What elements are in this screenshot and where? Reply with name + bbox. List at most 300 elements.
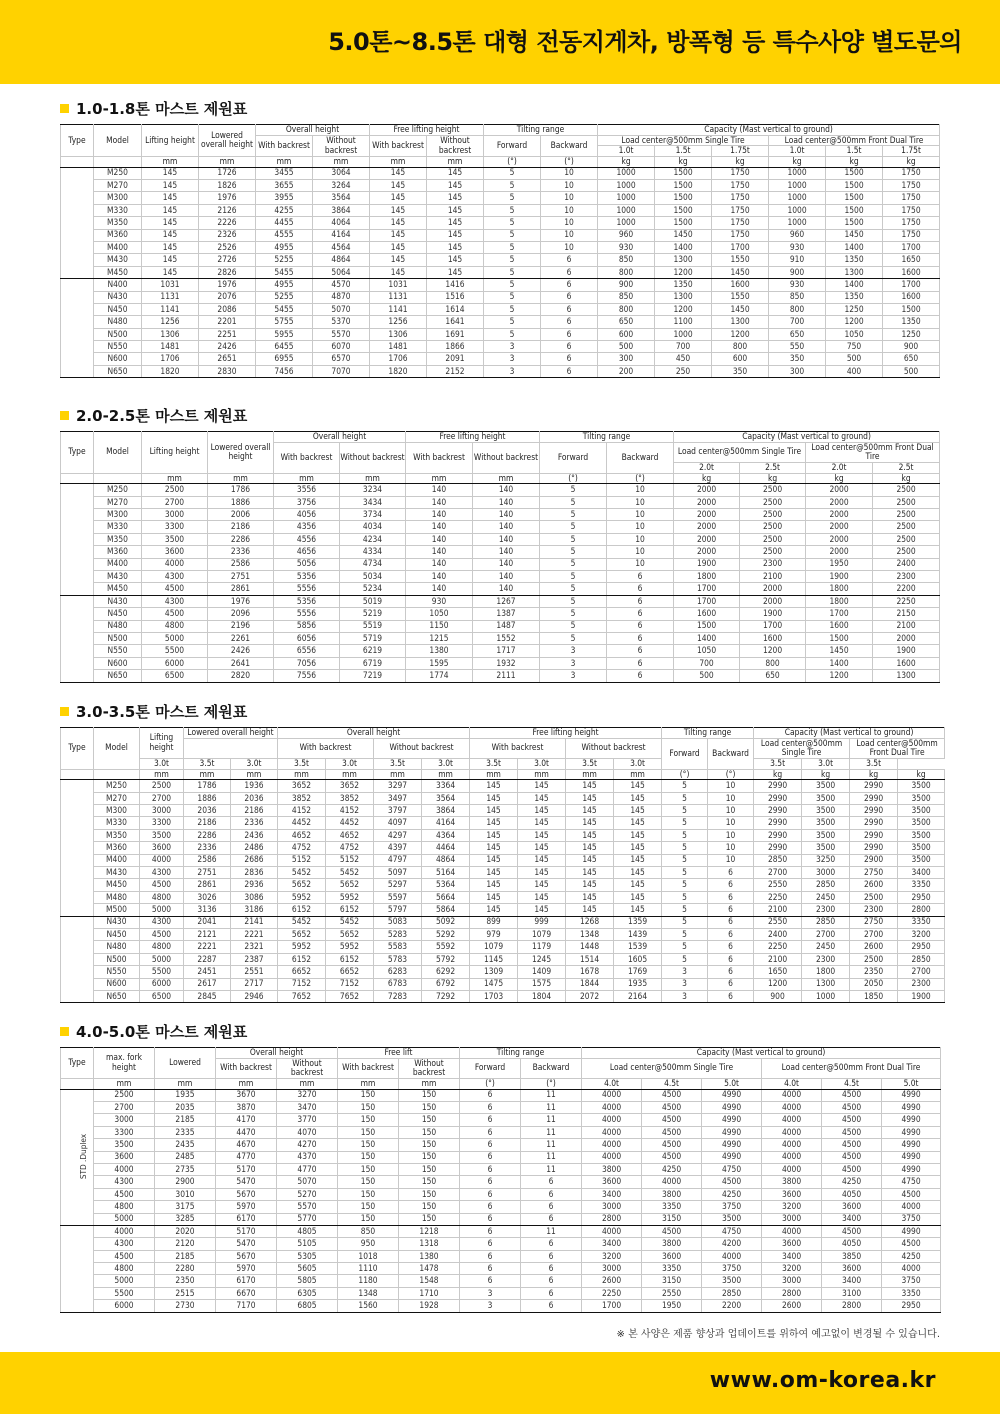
- table-cell: 1000: [769, 167, 826, 179]
- header-cell: mm: [427, 156, 484, 167]
- table-cell: 140: [473, 558, 540, 570]
- table-cell: 1700: [674, 583, 740, 595]
- table-row: [61, 254, 940, 266]
- table-cell: 6652: [326, 966, 374, 978]
- table-cell: 4470: [216, 1126, 277, 1138]
- table-cell: 1500: [655, 167, 712, 179]
- header-cell: mm: [566, 769, 614, 780]
- table-cell: 700: [655, 341, 712, 353]
- table-cell: N600: [94, 353, 142, 365]
- section-title-1: [60, 98, 247, 119]
- header-cell: mm: [473, 473, 540, 484]
- table-cell: 6: [460, 1139, 521, 1151]
- table-cell: 1481: [370, 341, 427, 353]
- table-cell: 1600: [674, 608, 740, 620]
- table-cell: 6170: [216, 1213, 277, 1225]
- table-cell: 6: [708, 928, 754, 940]
- table-cell: 2387: [231, 953, 278, 965]
- table-cell: 10: [708, 805, 754, 817]
- table-cell: 6652: [278, 966, 326, 978]
- table-cell: 4500: [822, 1151, 882, 1163]
- table-cell: 1595: [406, 657, 473, 669]
- table-cell: 2651: [199, 353, 256, 365]
- table-row: [61, 916, 945, 928]
- table-cell: 2717: [231, 978, 278, 990]
- table-cell: 2000: [806, 509, 873, 521]
- table-cell: 3200: [898, 928, 945, 940]
- table-cell: 4300: [140, 916, 184, 928]
- table-cell: 1886: [184, 792, 231, 804]
- table-row: [61, 204, 940, 216]
- table-cell: 145: [370, 266, 427, 278]
- table-cell: 2850: [754, 854, 802, 866]
- header-cell: Without backrest: [399, 1058, 460, 1078]
- table-cell: 300: [769, 365, 826, 377]
- capacity-header-cell: 2.0t: [674, 462, 740, 473]
- table-cell: 4000: [582, 1114, 642, 1126]
- table-cell: 200: [598, 365, 655, 377]
- capacity-header-cell: 3.5t: [374, 758, 422, 769]
- table-cell: 4397: [374, 842, 422, 854]
- table-cell: 4770: [277, 1163, 338, 1175]
- header-cell: Forward: [662, 738, 708, 769]
- table-cell: 6719: [340, 657, 406, 669]
- table-cell: 145: [566, 792, 614, 804]
- table-cell: 6070: [313, 341, 370, 353]
- table-cell: 1359: [614, 916, 662, 928]
- table-cell: 1750: [712, 192, 769, 204]
- table-cell: 2326: [199, 229, 256, 241]
- table-cell: 2426: [208, 645, 274, 657]
- table-cell: 5755: [256, 316, 313, 328]
- table-cell: N600: [94, 978, 140, 990]
- table-cell: 1786: [208, 484, 274, 496]
- table-cell: 1380: [399, 1250, 460, 1262]
- table-cell: 1600: [883, 291, 940, 303]
- table-cell: 145: [566, 842, 614, 854]
- table-row: [61, 670, 940, 682]
- table-cell: 2990: [850, 829, 898, 841]
- header-cell: Load center@500mm Front Dual Tire: [806, 442, 940, 462]
- table-cell: 3770: [277, 1114, 338, 1126]
- table-cell: 2006: [208, 509, 274, 521]
- table-cell: N430: [94, 595, 142, 607]
- table-cell: 6152: [326, 953, 374, 965]
- mast-type-label: STD .Duplex: [61, 1089, 94, 1225]
- table-cell: 150: [338, 1151, 399, 1163]
- table-row: [61, 1126, 941, 1138]
- table-cell: 2300: [850, 904, 898, 916]
- table-cell: M360: [94, 546, 142, 558]
- table-cell: 145: [427, 180, 484, 192]
- table-cell: 3297: [374, 780, 422, 792]
- table-cell: 2600: [762, 1300, 822, 1312]
- table-cell: 4500: [642, 1151, 702, 1163]
- mast-type-label: [61, 916, 94, 1003]
- table-cell: 3: [460, 1287, 521, 1299]
- table-cell: 2950: [898, 891, 945, 903]
- table-cell: 960: [598, 229, 655, 241]
- mast-type-label: [61, 167, 94, 279]
- table-cell: 6: [708, 904, 754, 916]
- table-cell: 7170: [216, 1300, 277, 1312]
- table-row: [61, 1102, 941, 1114]
- table-cell: 145: [518, 904, 566, 916]
- table-cell: 3000: [762, 1213, 822, 1225]
- table-cell: 1935: [614, 978, 662, 990]
- table-cell: 4990: [882, 1225, 941, 1237]
- table-cell: N450: [94, 608, 142, 620]
- table-cell: 7652: [326, 990, 374, 1002]
- table-cell: 4990: [882, 1139, 941, 1151]
- table-cell: 4864: [422, 854, 470, 866]
- table-cell: 2186: [231, 805, 278, 817]
- table-cell: 145: [142, 229, 199, 241]
- table-cell: 3500: [898, 805, 945, 817]
- table-cell: 2500: [740, 521, 806, 533]
- table-row: [61, 595, 940, 607]
- table-cell: 6170: [216, 1275, 277, 1287]
- table-cell: 4500: [702, 1176, 762, 1188]
- table-cell: 3100: [822, 1287, 882, 1299]
- table-cell: 3500: [94, 1139, 155, 1151]
- table-cell: 6292: [422, 966, 470, 978]
- table-cell: 4864: [313, 254, 370, 266]
- table-cell: 1300: [655, 291, 712, 303]
- table-cell: 145: [470, 867, 518, 879]
- table-cell: 5: [540, 496, 607, 508]
- table-cell: 2845: [184, 990, 231, 1002]
- table-cell: 3350: [882, 1287, 941, 1299]
- table-cell: 500: [883, 365, 940, 377]
- table-cell: 1487: [473, 620, 540, 632]
- table-cell: 1928: [399, 1300, 460, 1312]
- table-row: [61, 583, 940, 595]
- table-cell: 5: [662, 941, 708, 953]
- table-cell: 6: [460, 1176, 521, 1188]
- table-row: [61, 632, 940, 644]
- table-cell: 4500: [94, 1250, 155, 1262]
- table-cell: 3500: [802, 780, 850, 792]
- header-cell: kg: [674, 473, 740, 484]
- table-cell: 5: [484, 217, 541, 229]
- header-cell: Lifting height: [142, 432, 208, 474]
- table-cell: 145: [370, 167, 427, 179]
- table-cell: 4000: [642, 1176, 702, 1188]
- table-cell: 1500: [655, 217, 712, 229]
- table-cell: 2500: [740, 533, 806, 545]
- table-cell: 4000: [702, 1250, 762, 1262]
- table-row: [61, 558, 940, 570]
- table-cell: 10: [541, 229, 598, 241]
- table-cell: 4000: [762, 1126, 822, 1138]
- table-cell: 1500: [826, 180, 883, 192]
- table-cell: 5519: [340, 620, 406, 632]
- table-cell: N430: [94, 916, 140, 928]
- table-cell: 2436: [231, 829, 278, 841]
- table-cell: 6500: [142, 670, 208, 682]
- table-row: [61, 192, 940, 204]
- table-cell: 3500: [898, 854, 945, 866]
- table-cell: 3200: [762, 1201, 822, 1213]
- table-cell: 145: [518, 780, 566, 792]
- table-cell: N400: [94, 279, 142, 291]
- table-cell: 4752: [326, 842, 374, 854]
- table-cell: 4990: [702, 1139, 762, 1151]
- table-cell: 1886: [208, 496, 274, 508]
- table-cell: 6: [521, 1188, 582, 1200]
- header-cell: kg: [873, 473, 940, 484]
- table-cell: 2000: [674, 521, 740, 533]
- table-cell: 1706: [142, 353, 199, 365]
- table-cell: 4300: [142, 571, 208, 583]
- table-row: [61, 941, 945, 953]
- table-cell: 1650: [754, 966, 802, 978]
- header-cell: kg: [802, 769, 850, 780]
- table-cell: 6: [708, 879, 754, 891]
- table-cell: 3750: [882, 1213, 941, 1225]
- table-cell: 4800: [140, 941, 184, 953]
- capacity-header-cell: 3.0t: [802, 758, 850, 769]
- table-cell: 6: [541, 291, 598, 303]
- table-cell: 5305: [277, 1250, 338, 1262]
- table-cell: 1131: [142, 291, 199, 303]
- table-cell: M430: [94, 254, 142, 266]
- table-cell: 10: [708, 780, 754, 792]
- table-cell: 4990: [882, 1126, 941, 1138]
- table-cell: 4034: [340, 521, 406, 533]
- header-cell: With backrest: [470, 738, 566, 758]
- table-cell: 4797: [374, 854, 422, 866]
- table-cell: 2050: [850, 978, 898, 990]
- table-cell: 5: [484, 204, 541, 216]
- table-cell: 145: [427, 266, 484, 278]
- table-cell: 4297: [374, 829, 422, 841]
- table-cell: 3250: [802, 854, 850, 866]
- spec-table-1: [60, 124, 940, 378]
- table-cell: 3434: [340, 496, 406, 508]
- table-cell: 4250: [702, 1188, 762, 1200]
- table-cell: N450: [94, 928, 140, 940]
- table-cell: 5: [484, 303, 541, 315]
- table-cell: 6: [607, 583, 674, 595]
- table-cell: 1932: [473, 657, 540, 669]
- table-cell: 6: [708, 941, 754, 953]
- table-row: [61, 966, 945, 978]
- table-cell: 1614: [427, 303, 484, 315]
- table-row: [61, 928, 945, 940]
- table-cell: 3000: [802, 867, 850, 879]
- table-cell: 1380: [406, 645, 473, 657]
- table-cell: 4870: [313, 291, 370, 303]
- table-cell: 4500: [642, 1225, 702, 1237]
- table-cell: 4990: [882, 1151, 941, 1163]
- table-cell: 2321: [231, 941, 278, 953]
- table-cell: 10: [708, 842, 754, 854]
- table-cell: 2700: [850, 928, 898, 940]
- table-cell: 1575: [518, 978, 566, 990]
- table-cell: 5: [540, 632, 607, 644]
- capacity-header-cell: 3.5t: [470, 758, 518, 769]
- table-cell: 2000: [740, 583, 806, 595]
- table-cell: 145: [518, 792, 566, 804]
- table-cell: 1826: [199, 180, 256, 192]
- table-cell: 750: [826, 341, 883, 353]
- capacity-header-cell: 5.0t: [882, 1078, 941, 1089]
- table-cell: 2990: [850, 792, 898, 804]
- table-cell: 1245: [518, 953, 566, 965]
- table-cell: 2990: [850, 842, 898, 854]
- table-cell: M400: [94, 558, 142, 570]
- table-cell: 4250: [642, 1163, 702, 1175]
- table-cell: 5597: [374, 891, 422, 903]
- table-cell: 150: [338, 1139, 399, 1151]
- table-cell: 1050: [674, 645, 740, 657]
- table-cell: 1700: [582, 1300, 642, 1312]
- header-cell: (°): [708, 769, 754, 780]
- table-cell: 5019: [340, 595, 406, 607]
- table-cell: 5592: [422, 941, 470, 953]
- capacity-header-cell: 2.5t: [740, 462, 806, 473]
- table-row: [61, 533, 940, 545]
- table-cell: 1000: [769, 180, 826, 192]
- header-cell: With backrest: [278, 738, 374, 758]
- table-row: [61, 1151, 941, 1163]
- table-cell: 2500: [142, 484, 208, 496]
- header-cell: mm: [216, 1078, 277, 1089]
- mast-type-label: [61, 484, 94, 596]
- table-cell: 1550: [712, 291, 769, 303]
- header-cell: mm: [326, 769, 374, 780]
- capacity-header-cell: 2.0t: [806, 462, 873, 473]
- table-cell: 7152: [278, 978, 326, 990]
- table-cell: 1976: [199, 192, 256, 204]
- table-cell: 1131: [370, 291, 427, 303]
- table-cell: 145: [518, 891, 566, 903]
- table-cell: 2600: [850, 941, 898, 953]
- table-cell: M330: [94, 817, 140, 829]
- table-cell: 145: [566, 780, 614, 792]
- table-cell: 4556: [274, 533, 340, 545]
- table-cell: 1350: [826, 291, 883, 303]
- table-cell: 4500: [822, 1163, 882, 1175]
- header-cell: 3.0-3.5톤 마스트 제원표: [76, 703, 248, 721]
- table-cell: 1180: [338, 1275, 399, 1287]
- table-cell: 140: [473, 496, 540, 508]
- table-cell: 150: [399, 1163, 460, 1175]
- table-cell: 2350: [155, 1275, 216, 1287]
- spec-table-3: [60, 727, 945, 1003]
- table-cell: 5792: [422, 953, 470, 965]
- table-cell: 550: [769, 341, 826, 353]
- table-cell: 5356: [274, 595, 340, 607]
- table-cell: 145: [614, 780, 662, 792]
- table-cell: 1800: [674, 571, 740, 583]
- table-cell: 4000: [882, 1263, 941, 1275]
- table-cell: 145: [142, 217, 199, 229]
- table-cell: 4000: [582, 1151, 642, 1163]
- header-cell: Free lift: [338, 1048, 460, 1059]
- table-row: [61, 854, 945, 866]
- header-cell: Lifting height: [140, 728, 184, 759]
- table-cell: 5797: [374, 904, 422, 916]
- header-cell: Model: [94, 432, 142, 474]
- table-cell: 2336: [208, 546, 274, 558]
- table-cell: 2686: [231, 854, 278, 866]
- table-cell: 2000: [674, 509, 740, 521]
- table-cell: N600: [94, 657, 142, 669]
- table-cell: 150: [399, 1139, 460, 1151]
- table-cell: 6805: [277, 1300, 338, 1312]
- table-cell: 2164: [614, 990, 662, 1002]
- table-cell: 350: [712, 365, 769, 377]
- table-cell: 1267: [473, 595, 540, 607]
- table-cell: 1820: [370, 365, 427, 377]
- table-cell: 6: [708, 891, 754, 903]
- table-cell: 2990: [754, 817, 802, 829]
- table-cell: 6: [541, 303, 598, 315]
- table-cell: M250: [94, 780, 140, 792]
- table-cell: 10: [541, 192, 598, 204]
- table-cell: 3500: [898, 817, 945, 829]
- header-cell: Backward: [541, 135, 598, 156]
- table-cell: 5: [484, 229, 541, 241]
- table-cell: 4000: [582, 1102, 642, 1114]
- table-cell: 2750: [850, 867, 898, 879]
- capacity-header-cell: 3.0t: [422, 758, 470, 769]
- header-cell: Backward: [708, 738, 754, 769]
- table-row: [61, 1163, 941, 1175]
- table-cell: 5452: [278, 916, 326, 928]
- table-cell: 6152: [278, 904, 326, 916]
- table-cell: 5470: [216, 1238, 277, 1250]
- table-cell: 6000: [142, 657, 208, 669]
- table-cell: 5: [540, 608, 607, 620]
- bullet-square-icon: [60, 104, 69, 113]
- table-cell: 1300: [712, 316, 769, 328]
- table-cell: 1416: [427, 279, 484, 291]
- header-cell: [94, 769, 140, 780]
- table-cell: 4250: [882, 1250, 941, 1262]
- table-cell: 150: [338, 1176, 399, 1188]
- table-cell: 5570: [313, 328, 370, 340]
- table-cell: 1866: [427, 341, 484, 353]
- table-cell: 2196: [208, 620, 274, 632]
- table-cell: 5292: [422, 928, 470, 940]
- table-cell: 4500: [142, 583, 208, 595]
- table-cell: 1475: [470, 978, 518, 990]
- table-cell: 11: [521, 1163, 582, 1175]
- table-cell: 145: [370, 204, 427, 216]
- table-cell: M270: [94, 180, 142, 192]
- capacity-header-cell: 4.0t: [762, 1078, 822, 1089]
- table-cell: M270: [94, 792, 140, 804]
- table-cell: 145: [566, 829, 614, 841]
- table-cell: M480: [94, 891, 140, 903]
- capacity-header-cell: 3.5t: [850, 758, 898, 769]
- table-cell: 5605: [277, 1263, 338, 1275]
- table-cell: 5: [484, 316, 541, 328]
- table-cell: 1641: [427, 316, 484, 328]
- table-cell: 1600: [883, 266, 940, 278]
- table-cell: 2861: [184, 879, 231, 891]
- header-cell: Type: [61, 728, 94, 770]
- table-cell: 5955: [256, 328, 313, 340]
- table-cell: 5: [484, 167, 541, 179]
- header-cell: (°): [484, 156, 541, 167]
- table-row: [61, 229, 940, 241]
- table-cell: 2141: [231, 916, 278, 928]
